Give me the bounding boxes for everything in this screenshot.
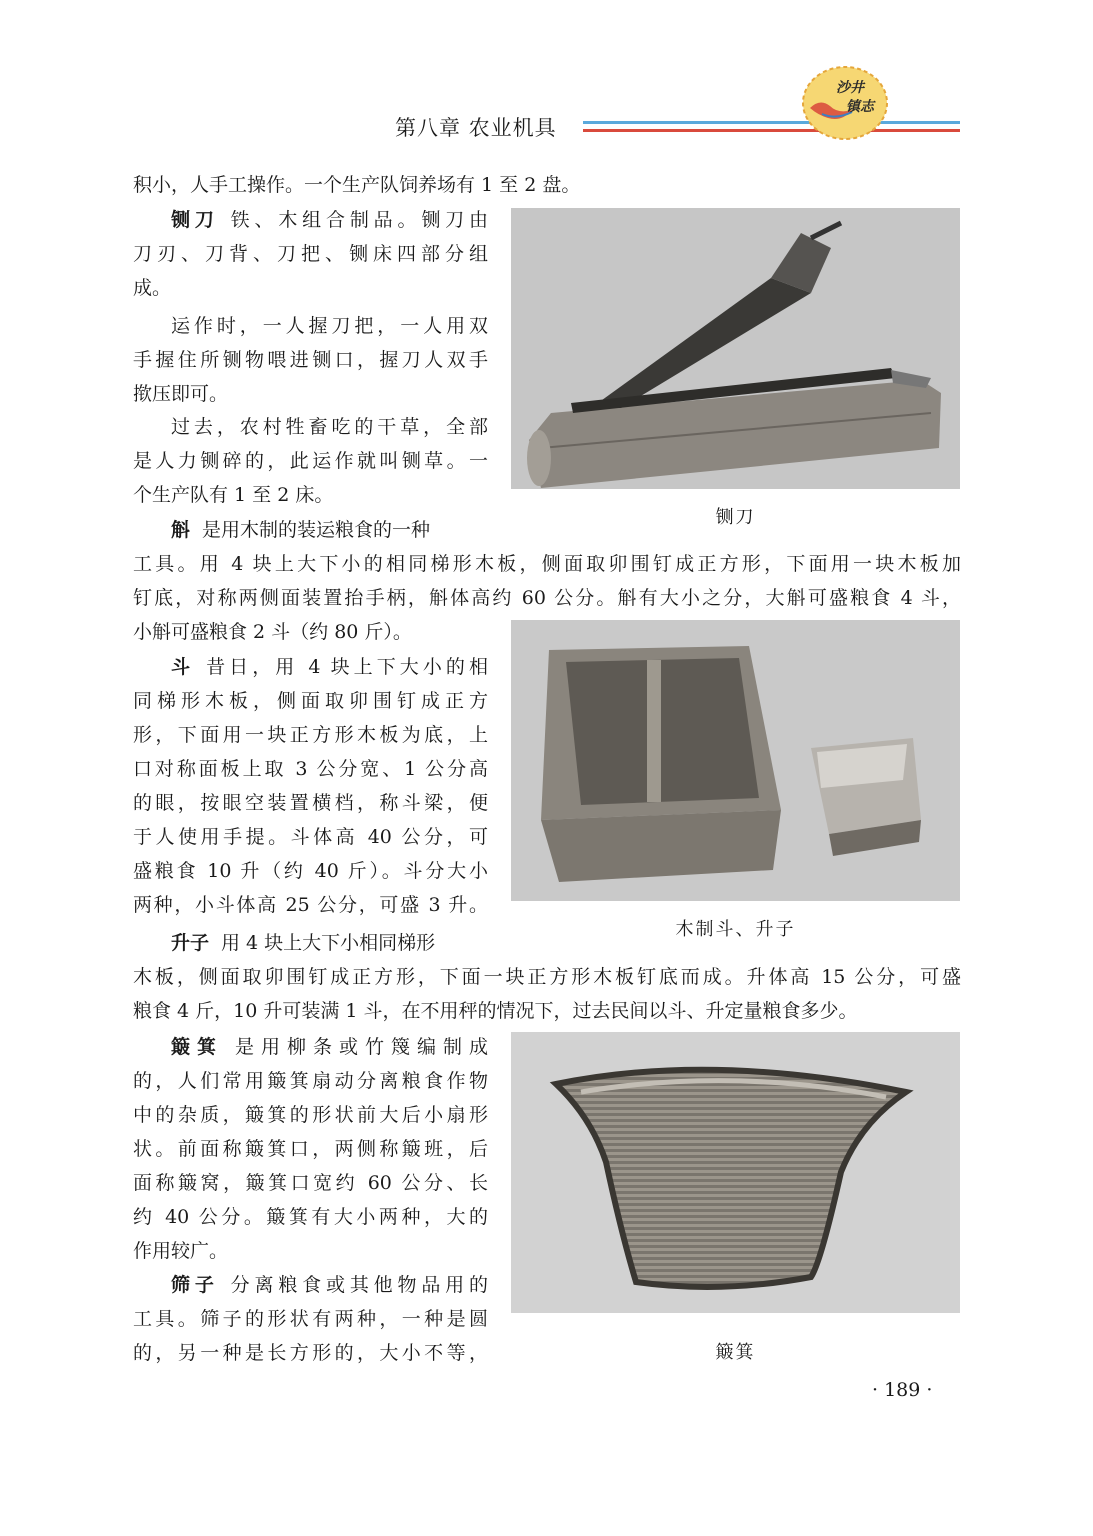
paragraph-guoqu	[133, 410, 488, 512]
text-line: 钉底，对称两侧面装置抬手柄，斛体高约 60 公分。斛有大小之分，大斛可盛粮食 4 斗，	[133, 587, 961, 609]
text-line: 木板，侧面取卯围钉成正方形，下面一块正方形木板钉底而成。升体高 15 公分，可盛	[133, 966, 961, 988]
caption-boji: 簸箕	[715, 1342, 756, 1363]
paragraph-shengzi-body	[133, 960, 961, 1028]
text-span: 用 4 块上大下小相同梯形	[221, 932, 436, 954]
chapter-title: 第八章 农业机具	[395, 116, 557, 140]
text-line: 中的杂质，簸箕的形状前大后小扇形	[133, 1104, 488, 1126]
term-hu: 斛	[171, 519, 191, 541]
text-line: 手握住所铡物喂进铡口，握刀人双手	[133, 349, 488, 371]
text-line: 口对称面板上取 3 公分宽、1 公分高	[133, 758, 488, 780]
photo-zhadao	[511, 208, 960, 489]
text-line: 的，另一种是长方形的，大小不等，	[133, 1342, 488, 1364]
photo-boji	[511, 1032, 960, 1313]
text-span: 铁、木组合制品。铡刀由	[230, 209, 488, 231]
term-boji: 簸箕	[171, 1036, 223, 1058]
text-line: 揿压即可。	[133, 383, 229, 405]
paragraph-dou	[133, 650, 488, 922]
text-span: 分离粮食或其他物品用的	[230, 1274, 488, 1296]
page-number: · 189 ·	[872, 1379, 933, 1401]
paragraph-shengzi-intro	[133, 926, 488, 960]
text-span: 昔日，用 4 块上下大小的相	[206, 656, 488, 678]
text-line	[133, 650, 488, 684]
text-line	[133, 1030, 488, 1064]
term-zhadao: 铡刀	[171, 209, 219, 231]
text-line: 刀刃、刀背、刀把、铡床四部分组	[133, 243, 488, 265]
caption-dou-shengzi: 木制斗、升子	[675, 919, 796, 940]
text-line: 作用较广。	[133, 1240, 229, 1262]
text-line: 状。前面称簸箕口，两侧称簸班，后	[133, 1138, 488, 1160]
text-line: 面称簸窝，簸箕口宽约 60 公分、长	[133, 1172, 488, 1194]
text-line: 约 40 公分。簸箕有大小两种，大的	[133, 1206, 488, 1228]
text-line: 形，下面用一块正方形木板为底，上	[133, 724, 488, 746]
text-line	[133, 203, 488, 237]
text-line: 粮食 4 斤，10 升可装满 1 斗，在不用秤的情况下，过去民间以斗、升定量粮食多少。	[133, 1000, 858, 1022]
paragraph-yunzuo	[133, 309, 488, 411]
header-rule-red	[583, 129, 960, 132]
text-line: 小斛可盛粮食 2 斗（约 80 斤）。	[133, 621, 412, 643]
text-line: 于人使用手提。斗体高 40 公分，可	[133, 826, 488, 848]
text-line	[133, 1268, 488, 1302]
paragraph-zhadao	[133, 203, 488, 305]
town-record-badge	[800, 64, 890, 142]
photo-dou-shengzi	[511, 620, 960, 901]
paragraph-continuation	[133, 168, 961, 202]
badge-text-line2: 镇志	[846, 99, 874, 115]
text-span: 是用柳条或竹篾编制成	[235, 1036, 488, 1058]
text-line: 工具。筛子的形状有两种，一种是圆	[133, 1308, 488, 1330]
paragraph-shaizi	[133, 1268, 488, 1370]
text-line: 的眼，按眼空装置横档，称斗梁，便	[133, 792, 488, 814]
text-line: 积小，人手工操作。一个生产队饲养场有 1 至 2 盘。	[133, 174, 581, 196]
text-line: 个生产队有 1 至 2 床。	[133, 484, 334, 506]
text-line: 过去，农村牲畜吃的干草，全部	[171, 416, 488, 438]
text-line	[133, 513, 488, 547]
text-line: 盛粮食 10 升（约 40 斤）。斗分大小	[133, 860, 488, 882]
text-line: 的，人们常用簸箕扇动分离粮食作物	[133, 1070, 488, 1092]
caption-zhadao: 铡刀	[715, 507, 756, 528]
paragraph-hu-intro	[133, 513, 488, 547]
paragraph-boji	[133, 1030, 488, 1268]
term-shengzi: 升子	[171, 932, 210, 954]
term-dou: 斗	[171, 656, 195, 678]
text-line: 成。	[133, 277, 172, 299]
text-line: 两种，小斗体高 25 公分，可盛 3 升。	[133, 894, 488, 916]
text-span: 是用木制的装运粮食的一种	[202, 519, 431, 541]
text-line: 同梯形木板，侧面取卯围钉成正方	[133, 690, 488, 712]
header-rule-blue	[583, 121, 960, 124]
badge-text-line1: 沙井	[836, 80, 864, 96]
text-line: 是人力铡碎的，此运作就叫铡草。一	[133, 450, 488, 472]
term-shaizi: 筛子	[171, 1274, 219, 1296]
text-line	[133, 926, 488, 960]
text-line: 运作时，一人握刀把，一人用双	[171, 315, 488, 337]
text-line: 工具。用 4 块上大下小的相同梯形木板，侧面取卯围钉成正方形，下面用一块木板加	[133, 553, 961, 575]
